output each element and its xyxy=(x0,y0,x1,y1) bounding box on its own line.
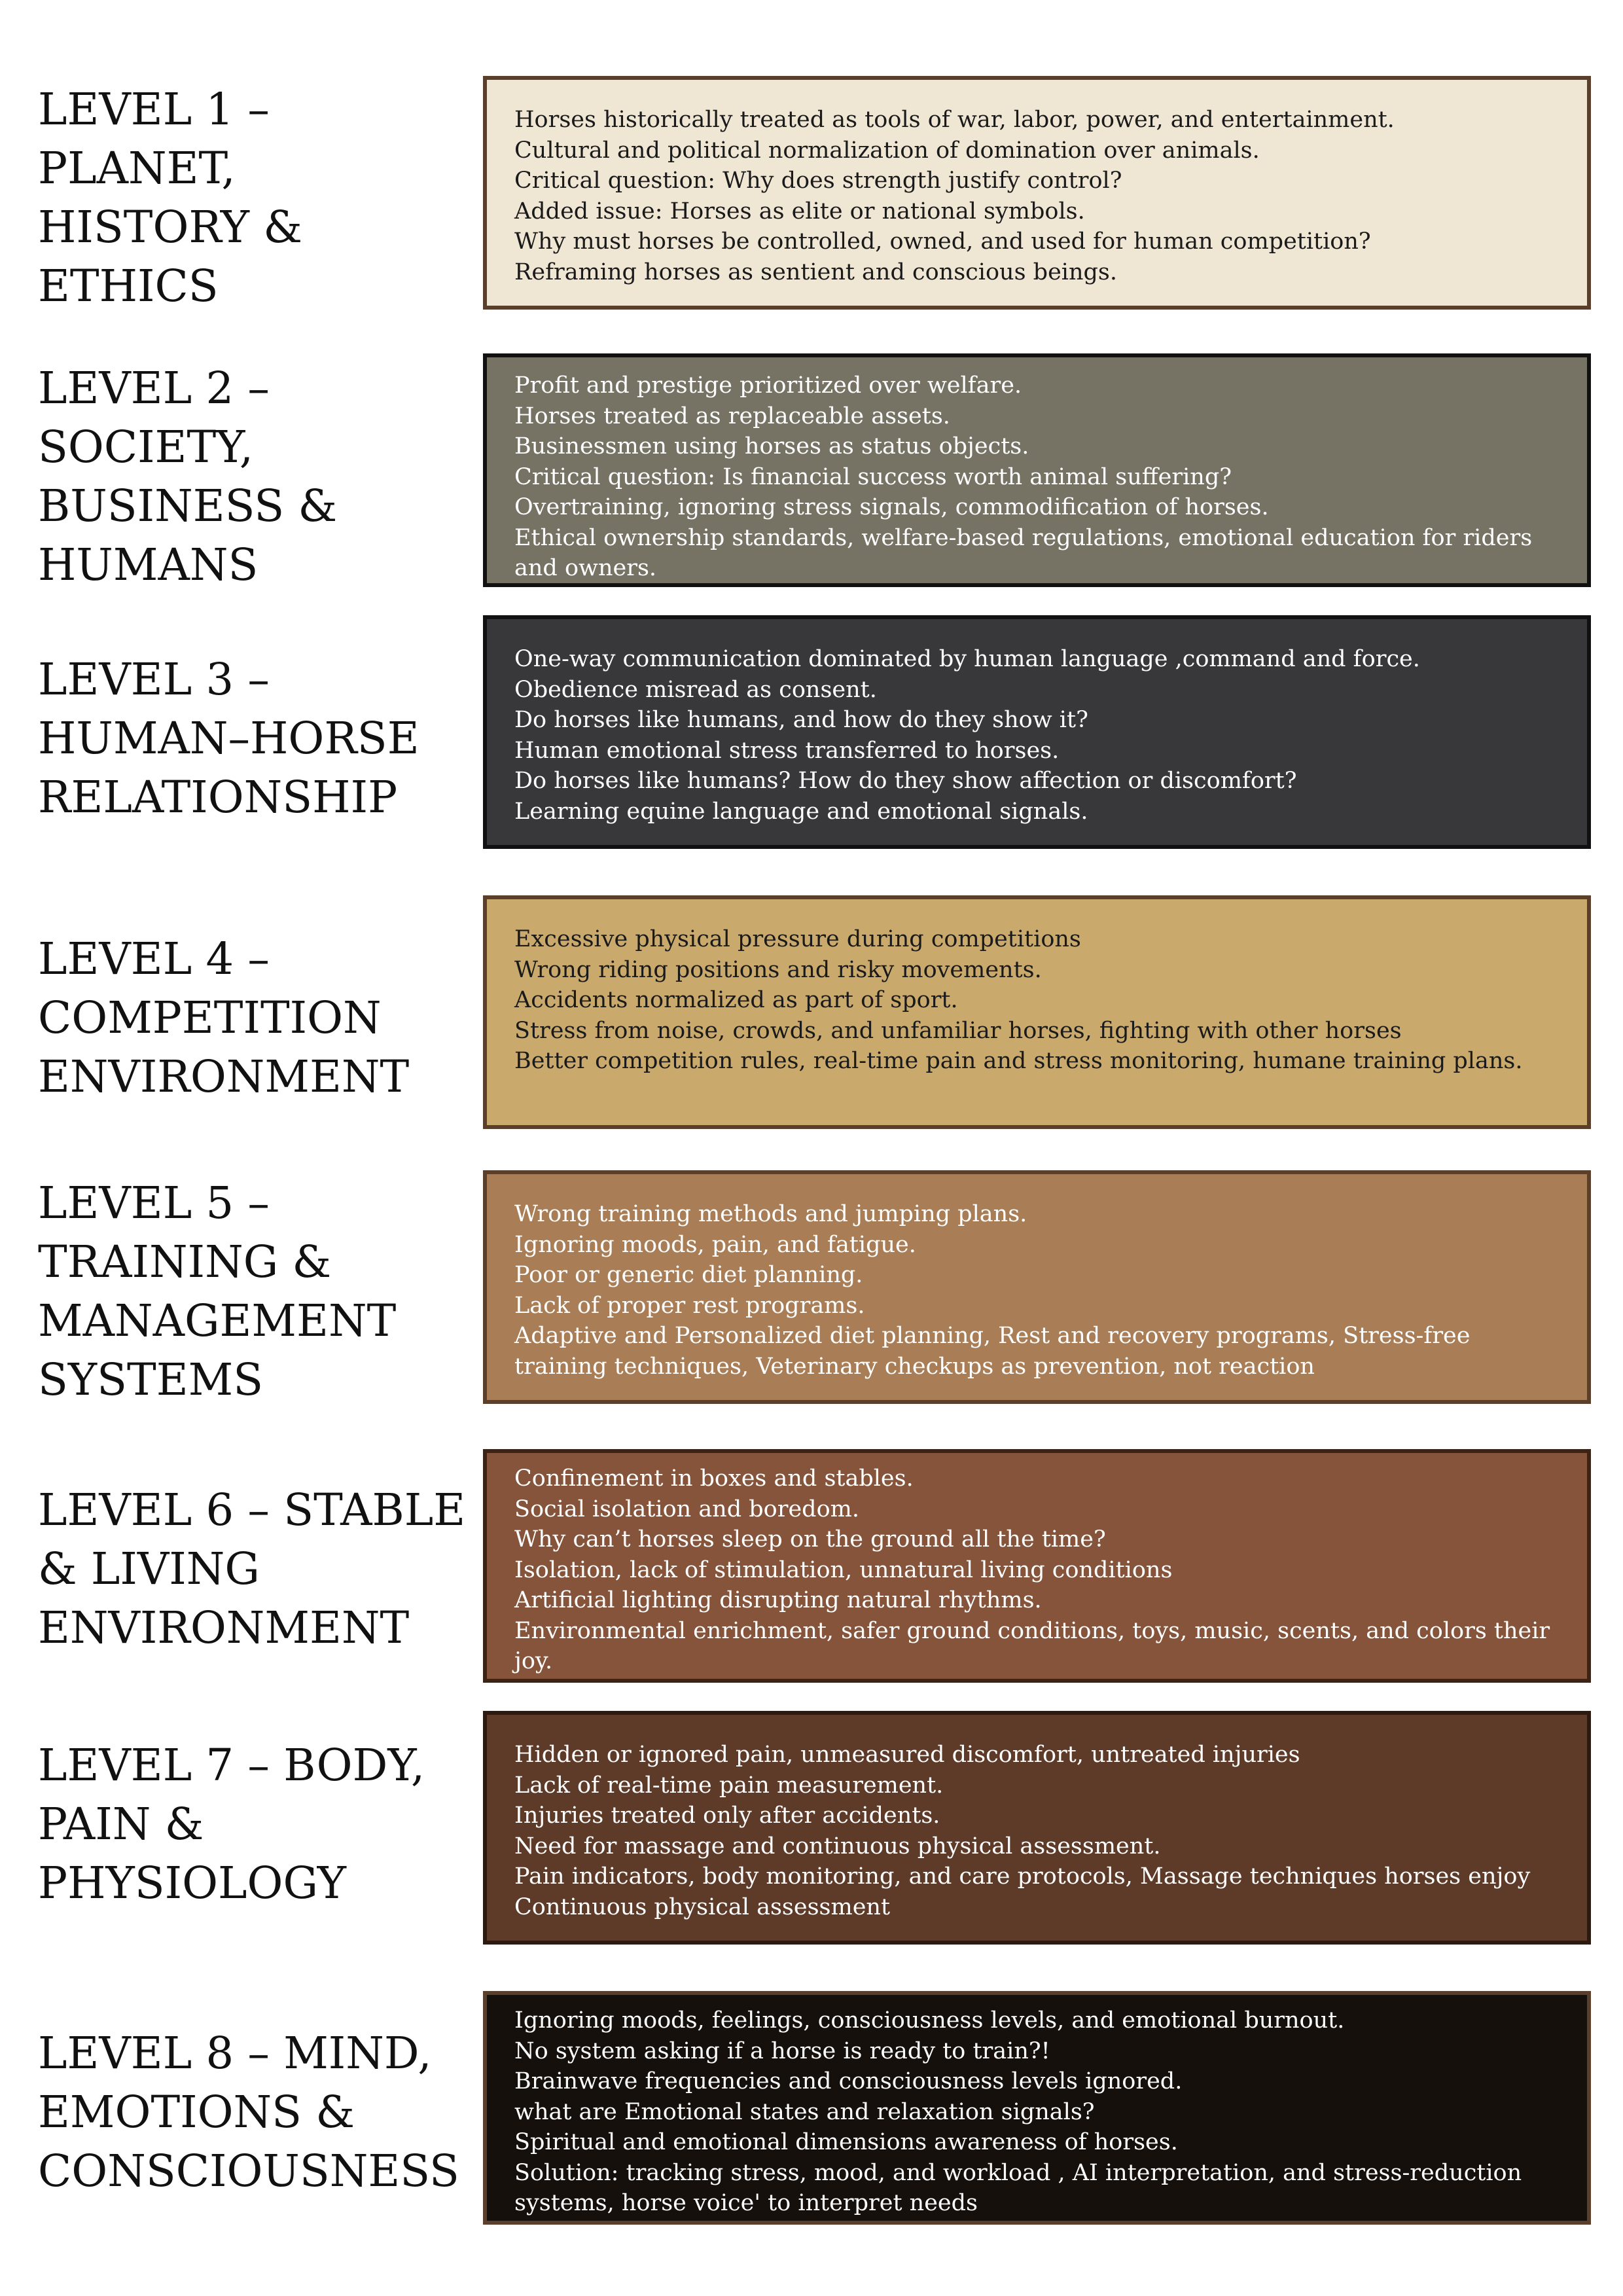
level-5-item: Adaptive and Personalized diet planning, Rest and recovery programs, Stress-free training techniques, Veterinary checkups as prevention, not reaction xyxy=(514,1323,1471,1380)
level-6-item: Environmental enrichment, safer ground conditions, toys, music, scents, and colors their joy. xyxy=(514,1617,1550,1674)
level-8-list xyxy=(514,2005,1562,2219)
level-8-item: Ignoring moods, feelings, consciousness levels, and emotional burnout. xyxy=(514,2007,1345,2034)
level-2-item: Horses treated as replaceable assets. xyxy=(514,403,950,429)
level-3-item: Human emotional stress transferred to horses. xyxy=(514,737,1060,764)
level-1-box xyxy=(483,76,1591,310)
level-7-title: LEVEL 7 – BODY, PAIN & PHYSIOLOGY xyxy=(38,1740,425,1909)
level-1-title: LEVEL 1 – PLANET, HISTORY & ETHICS xyxy=(38,84,302,312)
level-4-item: Better competition rules, real-time pain and stress monitoring, humane training plans. xyxy=(514,1048,1523,1074)
level-7-item: Need for massage and continuous physical assessment. xyxy=(514,1833,1161,1859)
level-5-box xyxy=(483,1170,1591,1404)
level-6-item: Social isolation and boredom. xyxy=(514,1496,859,1522)
level-1-item: Horses historically treated as tools of war, labor, power, and entertainment. xyxy=(514,107,1395,133)
level-4-item: Excessive physical pressure during competitions xyxy=(514,926,1081,952)
level-4-item: Stress from noise, crowds, and unfamiliar horses, fighting with other horses xyxy=(514,1017,1402,1044)
level-3-item: Do horses like humans? How do they show affection or discomfort? xyxy=(514,768,1297,794)
level-4-box xyxy=(483,895,1591,1129)
level-8-box xyxy=(483,1991,1591,2225)
level-6-item: Why can’t horses sleep on the ground all the time? xyxy=(514,1526,1106,1552)
level-1-list xyxy=(514,105,1562,287)
level-1-item: Why must horses be controlled, owned, and used for human competition? xyxy=(514,228,1371,255)
level-4-list xyxy=(514,924,1562,1077)
level-5-item: Lack of proper rest programs. xyxy=(514,1292,865,1319)
level-1-item: Reframing horses as sentient and conscious beings. xyxy=(514,259,1118,285)
level-5-item: Wrong training methods and jumping plans. xyxy=(514,1201,1027,1227)
level-2-item: Critical question: Is financial success worth animal suffering? xyxy=(514,463,1232,490)
level-4-item: Wrong riding positions and risky movements. xyxy=(514,956,1042,983)
level-6-list xyxy=(514,1463,1562,1677)
level-7-item: Lack of real-time pain measurement. xyxy=(514,1772,944,1799)
level-8-item: what are Emotional states and relaxation signals? xyxy=(514,2098,1095,2125)
level-3-list xyxy=(514,644,1562,827)
level-3-item: Learning equine language and emotional signals. xyxy=(514,798,1088,825)
level-7-box xyxy=(483,1711,1591,1945)
level-4-title: LEVEL 4 – COMPETITION ENVIRONMENT xyxy=(38,933,410,1102)
level-7-item: Hidden or ignored pain, unmeasured discomfort, untreated injuries xyxy=(514,1742,1300,1768)
level-5-item: Ignoring moods, pain, and fatigue. xyxy=(514,1231,916,1258)
level-6-item: Isolation, lack of stimulation, unnatural living conditions xyxy=(514,1556,1173,1583)
level-3-item: Obedience misread as consent. xyxy=(514,676,877,703)
level-3-item: Do horses like humans, and how do they show it? xyxy=(514,707,1088,733)
level-7-list xyxy=(514,1740,1562,1922)
level-7-item: Pain indicators, body monitoring, and care protocols, Massage techniques horses enjoy xyxy=(514,1863,1531,1890)
level-6-item: Artificial lighting disrupting natural rhythms. xyxy=(514,1587,1042,1613)
level-3-item: One-way communication dominated by human language ,command and force. xyxy=(514,646,1420,672)
level-8-item: Spiritual and emotional dimensions awareness of horses. xyxy=(514,2129,1178,2155)
level-5-item: Poor or generic diet planning. xyxy=(514,1262,863,1288)
level-1-item: Cultural and political normalization of domination over animals. xyxy=(514,137,1260,164)
level-2-list xyxy=(514,370,1562,584)
level-2-item: Overtraining, ignoring stress signals, commodification of horses. xyxy=(514,494,1269,520)
level-8-item: Solution: tracking stress, mood, and workload , AI interpretation, and stress-reduction systems, horse voice' to interpret needs xyxy=(514,2159,1522,2216)
level-2-title: LEVEL 2 – SOCIETY, BUSINESS & HUMANS xyxy=(38,363,338,590)
level-7-item: Continuous physical assessment xyxy=(514,1893,891,1920)
level-8-item: Brainwave frequencies and consciousness levels ignored. xyxy=(514,2068,1183,2094)
level-6-title: LEVEL 6 – STABLE & LIVING ENVIRONMENT xyxy=(38,1484,466,1653)
level-6-item: Confinement in boxes and stables. xyxy=(514,1465,914,1492)
level-5-title: LEVEL 5 – TRAINING & MANAGEMENT SYSTEMS xyxy=(38,1177,397,1405)
level-2-box xyxy=(483,353,1591,587)
level-2-item: Profit and prestige prioritized over welfare. xyxy=(514,372,1022,399)
level-8-title: LEVEL 8 – MIND, EMOTIONS & CONSCIOUSNESS xyxy=(38,2028,459,2197)
level-4-item: Accidents normalized as part of sport. xyxy=(514,987,958,1013)
level-3-box xyxy=(483,615,1591,849)
level-8-item: No system asking if a horse is ready to train?! xyxy=(514,2037,1050,2064)
level-5-list xyxy=(514,1199,1562,1382)
level-7-item: Injuries treated only after accidents. xyxy=(514,1803,940,1829)
level-3-title: LEVEL 3 – HUMAN–HORSE RELATIONSHIP xyxy=(38,654,419,823)
level-2-item: Businessmen using horses as status objects. xyxy=(514,433,1029,459)
level-1-item: Added issue: Horses as elite or national symbols. xyxy=(514,198,1085,224)
level-1-item: Critical question: Why does strength justify control? xyxy=(514,168,1122,194)
level-2-item: Ethical ownership standards, welfare-based regulations, emotional education for riders and owners. xyxy=(514,524,1533,581)
level-6-box xyxy=(483,1449,1591,1683)
